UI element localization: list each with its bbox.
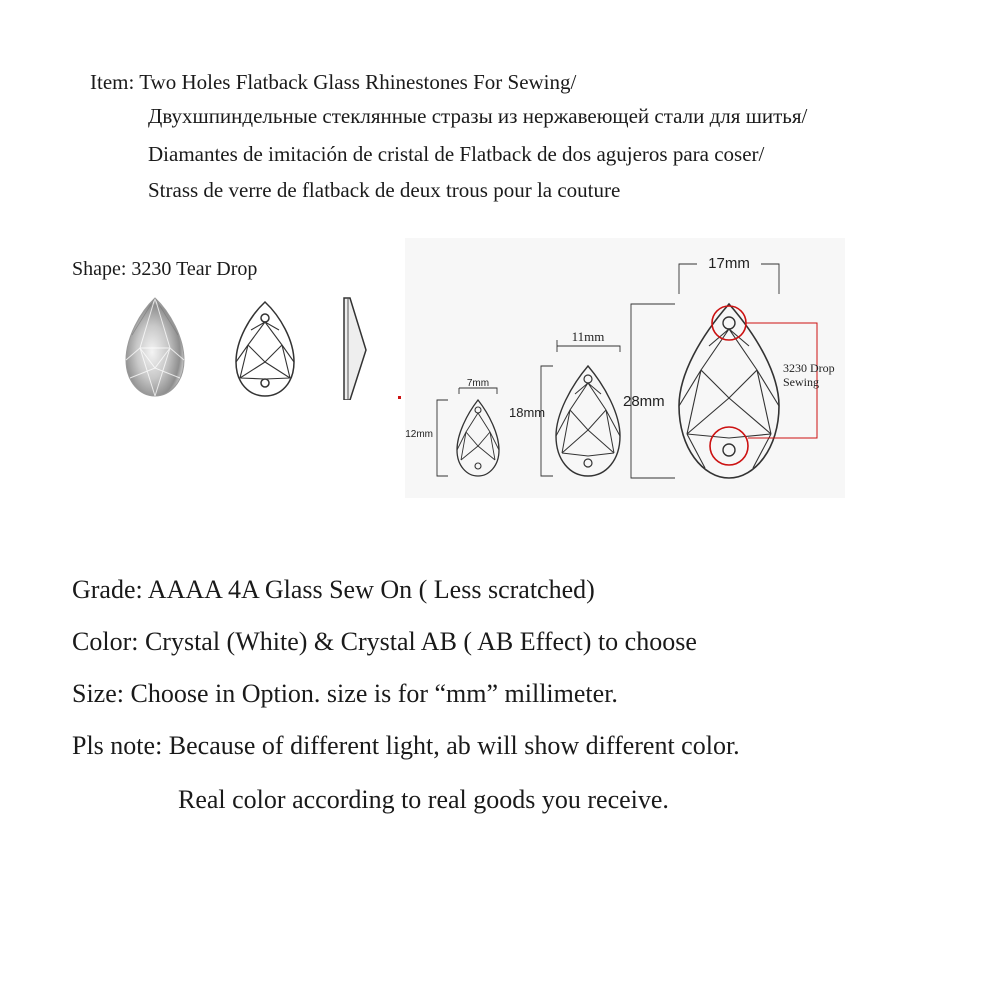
shape-label: Shape: 3230 Tear Drop xyxy=(72,258,258,280)
item-title-french: Strass de verre de flatback de deux trous pour la couture xyxy=(148,178,621,202)
tear-drop-front-line-art xyxy=(236,302,294,396)
item-title-russian: Двухшпиндельные стеклянные стразы из нержавеющей стали для шитья/ xyxy=(148,104,808,128)
item-title: Item: Two Holes Flatback Glass Rhinestones For Sewing/ xyxy=(90,70,577,94)
size-text: Size: Choose in Option. size is for “mm” millimeter. xyxy=(72,679,618,708)
dim-18mm: 18mm xyxy=(509,405,546,420)
size-diagram xyxy=(405,238,845,498)
note-text: Pls note: Because of different light, ab will show different color. xyxy=(72,731,740,760)
dim-12mm: 12mm xyxy=(405,429,433,440)
dim-28mm: 28mm xyxy=(623,393,665,410)
callout-3230-drop: 3230 Drop xyxy=(783,361,835,375)
item-title-spanish: Diamantes de imitación de cristal de Flatback de dos agujeros para coser/ xyxy=(148,142,765,166)
tear-drop-side-profile xyxy=(344,298,366,400)
callout-sewing: Sewing xyxy=(783,375,819,389)
product-images xyxy=(120,290,390,400)
crystal-rhinestone-image xyxy=(126,298,184,396)
note-continued-text: Real color according to real goods you receive. xyxy=(178,785,669,814)
dim-7mm: 7mm xyxy=(466,378,490,389)
dim-11mm: 11mm xyxy=(571,329,605,344)
color-text: Color: Crystal (White) & Crystal AB ( AB Effect) to choose xyxy=(72,627,697,656)
grade-text: Grade: AAAA 4A Glass Sew On ( Less scratched) xyxy=(72,575,595,604)
stray-mark xyxy=(398,396,401,399)
dim-17mm: 17mm xyxy=(708,255,750,272)
